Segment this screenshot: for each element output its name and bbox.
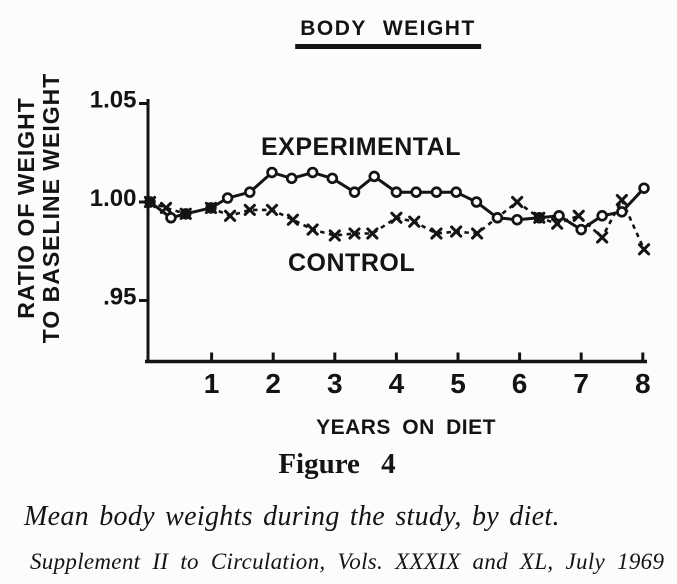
experimental-marker [370, 172, 379, 181]
experimental-marker [392, 188, 401, 197]
experimental-marker [245, 188, 254, 197]
experimental-marker [598, 211, 607, 220]
x-tick-label: 1 [203, 368, 220, 399]
control-marker [288, 215, 297, 224]
control-marker [368, 229, 377, 238]
experimental-marker [472, 198, 481, 207]
chart-title: BODY WEIGHT [295, 17, 481, 49]
experimental-marker [640, 184, 649, 193]
x-tick-label: 8 [635, 368, 651, 399]
y-tick-label: .95 [103, 283, 137, 311]
experimental-marker [167, 213, 176, 222]
y-axis-label-line2: TO BASELINE WEIGHT [38, 72, 64, 344]
y-tick-label: 1.05 [89, 86, 137, 114]
experimental-marker [452, 188, 461, 197]
experimental-marker [328, 174, 337, 183]
control-marker [617, 195, 626, 204]
experimental-series-label: EXPERIMENTAL [261, 133, 461, 161]
x-tick-label: 5 [450, 368, 466, 399]
control-marker [598, 233, 607, 242]
control-marker [267, 205, 276, 214]
control-marker [639, 245, 648, 254]
experimental-marker [268, 168, 277, 177]
experimental-marker [223, 194, 232, 203]
x-axis-label: YEARS ON DIET [316, 416, 496, 439]
figure-description: Mean body weights during the study, by diet. [24, 501, 560, 532]
x-tick-label: 6 [511, 368, 528, 399]
x-tick-label: 7 [573, 368, 589, 399]
control-line [150, 200, 644, 249]
experimental-marker [513, 215, 522, 224]
control-series-label: CONTROL [288, 249, 416, 277]
y-tick-label: 1.00 [89, 185, 137, 212]
experimental-marker [308, 168, 317, 177]
control-marker [513, 197, 522, 206]
experimental-marker [617, 207, 626, 216]
experimental-marker [577, 225, 586, 234]
experimental-marker [493, 213, 502, 222]
y-axis-label-line1: RATIO OF WEIGHT [13, 97, 39, 319]
experimental-marker [432, 188, 441, 197]
x-tick-label: 2 [265, 368, 281, 399]
x-tick-label: 4 [388, 368, 405, 399]
figure-number: Figure 4 [278, 448, 396, 480]
experimental-marker [412, 188, 421, 197]
x-tick-label: 3 [327, 368, 343, 399]
experimental-marker [350, 188, 359, 197]
control-marker [410, 217, 419, 226]
source-citation: Supplement II to Circulation, Vols. XXXIX and XL, July 1969 [30, 549, 665, 574]
experimental-marker [287, 174, 296, 183]
